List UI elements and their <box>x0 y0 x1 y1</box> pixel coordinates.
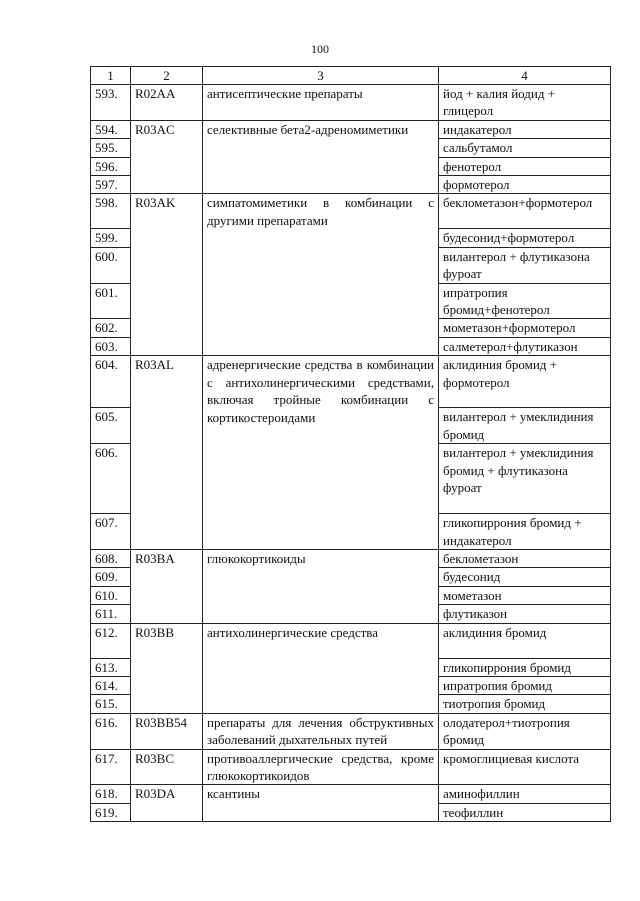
atc-code: R03AC <box>131 120 203 194</box>
drug-name: аминофиллин <box>439 785 611 803</box>
header-cell: 1 <box>91 67 131 85</box>
row-number: 594. <box>91 120 131 138</box>
row-number: 619. <box>91 803 131 821</box>
atc-code: R03BB54 <box>131 713 203 749</box>
drug-name: беклометазон <box>439 549 611 567</box>
atc-code: R03DA <box>131 785 203 822</box>
atc-code: R03AL <box>131 356 203 550</box>
drug-name: мометазон+формотерол <box>439 319 611 337</box>
row-number: 608. <box>91 549 131 567</box>
drug-name: беклометазон+формотерол <box>439 194 611 229</box>
table-row <box>91 356 611 408</box>
row-number: 611. <box>91 605 131 623</box>
table-header-row <box>91 67 611 85</box>
row-number: 593. <box>91 85 131 121</box>
group-description: антихолинергические средства <box>203 623 439 713</box>
row-number: 598. <box>91 194 131 229</box>
row-number: 610. <box>91 586 131 604</box>
header-cell: 4 <box>439 67 611 85</box>
drug-name: олодатерол+тиотропия бромид <box>439 713 611 749</box>
drug-name: сальбутамол <box>439 139 611 157</box>
row-number: 605. <box>91 408 131 444</box>
drug-name: вилантерол + умеклидиния бромид <box>439 408 611 444</box>
row-number: 616. <box>91 713 131 749</box>
table-body <box>91 67 611 822</box>
row-number: 597. <box>91 176 131 194</box>
drug-name: мометазон <box>439 586 611 604</box>
table-row <box>91 749 611 785</box>
row-number: 606. <box>91 444 131 514</box>
row-number: 595. <box>91 139 131 157</box>
drug-name: ипратропия бромид <box>439 676 611 694</box>
row-number: 609. <box>91 568 131 586</box>
row-number: 604. <box>91 356 131 408</box>
atc-code: R02AA <box>131 85 203 121</box>
drug-classification-table <box>90 66 611 822</box>
row-number: 603. <box>91 337 131 355</box>
row-number: 614. <box>91 676 131 694</box>
row-number: 618. <box>91 785 131 803</box>
row-number: 617. <box>91 749 131 785</box>
table-row <box>91 713 611 749</box>
table-row <box>91 623 611 658</box>
table-row <box>91 120 611 138</box>
group-description: симпатомиметики в комбинации с другими препаратами <box>203 194 439 356</box>
drug-name: аклидиния бромид <box>439 623 611 658</box>
atc-code: R03BB <box>131 623 203 713</box>
drug-name: фенотерол <box>439 157 611 175</box>
group-description: адренергические средства в комбинации с антихолинергическими средствами, включая тройные комбинации с кортикостероидами <box>203 356 439 550</box>
row-number: 607. <box>91 514 131 550</box>
atc-code: R03BC <box>131 749 203 785</box>
group-description: антисептические препараты <box>203 85 439 121</box>
group-description: ксантины <box>203 785 439 822</box>
table-row <box>91 85 611 121</box>
group-description: селективные бета2-адреномиметики <box>203 120 439 194</box>
drug-name: тиотропия бромид <box>439 695 611 713</box>
row-number: 615. <box>91 695 131 713</box>
drug-name: теофиллин <box>439 803 611 821</box>
page-number: 100 <box>311 42 329 56</box>
drug-name: вилантерол + флутиказона фуроат <box>439 247 611 283</box>
group-description: препараты для лечения обструктивных заболеваний дыхательных путей <box>203 713 439 749</box>
drug-name: аклидиния бромид + формотерол <box>439 356 611 408</box>
row-number: 613. <box>91 658 131 676</box>
drug-name: кромоглициевая кислота <box>439 749 611 785</box>
row-number: 599. <box>91 229 131 247</box>
drug-name: вилантерол + умеклидиния бромид + флутиказона фуроат <box>439 444 611 514</box>
atc-code: R03AK <box>131 194 203 356</box>
drug-name: салметерол+флутиказон <box>439 337 611 355</box>
row-number: 600. <box>91 247 131 283</box>
row-number: 601. <box>91 283 131 319</box>
header-cell: 3 <box>203 67 439 85</box>
row-number: 602. <box>91 319 131 337</box>
group-description: глюкокортикоиды <box>203 549 439 623</box>
drug-name: будесонид <box>439 568 611 586</box>
row-number: 612. <box>91 623 131 658</box>
drug-name: индакатерол <box>439 120 611 138</box>
drug-name: будесонид+формотерол <box>439 229 611 247</box>
table-row <box>91 549 611 567</box>
atc-code: R03BA <box>131 549 203 623</box>
group-description: противоаллергические средства, кроме глюкокортикоидов <box>203 749 439 785</box>
row-number: 596. <box>91 157 131 175</box>
drug-name: формотерол <box>439 176 611 194</box>
table-row <box>91 785 611 803</box>
drug-name: гликопиррония бромид <box>439 658 611 676</box>
drug-name: йод + калия йодид + глицерол <box>439 85 611 121</box>
drug-name: ипратропия бромид+фенотерол <box>439 283 611 319</box>
drug-name: флутиказон <box>439 605 611 623</box>
drug-name: гликопиррония бромид + индакатерол <box>439 514 611 550</box>
header-cell: 2 <box>131 67 203 85</box>
table-row <box>91 194 611 229</box>
